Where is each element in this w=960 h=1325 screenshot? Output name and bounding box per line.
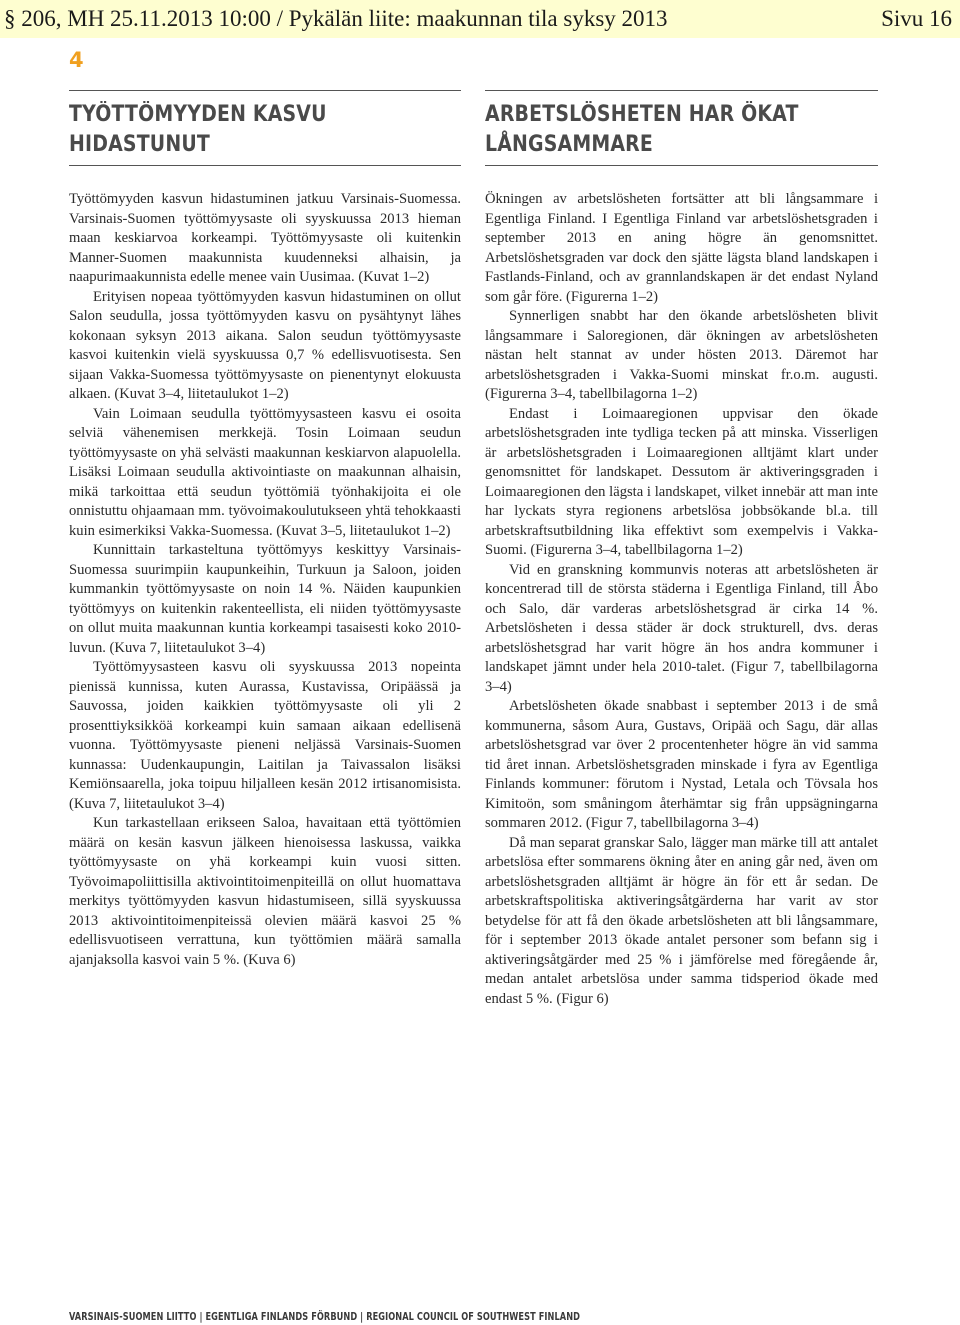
swedish-heading-line-2: LÅNGSAMMARE xyxy=(485,132,654,157)
finnish-heading-line-2: HIDASTUNUT xyxy=(69,132,210,157)
heading-divider-bottom-left xyxy=(69,165,461,166)
finnish-paragraph-2: Erityisen nopeaa työttömyyden kasvun hidastuminen on ollut Salon seudulla, jossa työttömyyden kasvu on pysähtynyt lähes kokonaan syksyn 2013 aikana. Salon seudun työttömyysaste kasvoi kuitenkin vielä syyskuussa 0,7 % edellisvuotisesta. Sen sijaan Vakka-Suomessa työttömyysaste on pienentynyt elokuusta alkaen. (Kuvat 3–4, liitetaulukot 1–2) xyxy=(69,288,461,402)
heading-divider-top-right xyxy=(485,90,878,91)
finnish-paragraph-5: Työttömyysasteen kasvu oli syyskuussa 2013 nopeinta pienissä kunnissa, kuten Aurassa, Kustavissa, Oripäässä ja Sauvossa, joiden kaikkien työttömyysaste oli yli 2 prosenttiyksikköä korkeampi kuin samaan aikaan edellisenä vuonna. Työttömyysaste pieneni neljässä Varsinais-Suomen kunnassa: Uudenkaupungin, Laitilan ja Taivassalon lisäksi Kemiönsaarella, joka toipuu hiljalleen kesän 2012 irtisanomisista. (Kuva 7, liitetaulukot 3–4) xyxy=(69,659,461,812)
swedish-column xyxy=(485,190,878,1009)
heading-divider-bottom-right xyxy=(485,165,878,166)
swedish-paragraph-3: Endast i Loimaaregionen uppvisar den ökade arbetslöshetsgraden inte tydliga tecken på att minska. Visserligen är arbetslöshetsgraden i Loimaaregionen alltjämt klart under genomsnittet för landskapet. Dessutom är aktiveringsgraden i Loimaaregionen den lägsta i landskapet, vilket innebär att man inte har lyckats styra regionens arbetslösa jobbsökande bl.a. till arbetskraftsutbildning lika effektivt som exempelvis i Vakka-Suomi. (Figurerna 3–4, tabellbilagorna 1–2) xyxy=(485,405,878,558)
heading-divider-top-left xyxy=(69,90,461,91)
header-document-reference: § 206, MH 25.11.2013 10:00 / Pykälän liite: maakunnan tila syksy 2013 xyxy=(4,6,668,31)
page-footer: VARSINAIS-SUOMEN LIITTO | EGENTLIGA FINLANDS FÖRBUND | REGIONAL COUNCIL OF SOUTHWEST FINLAND xyxy=(69,1311,581,1323)
finnish-paragraph-4: Kunnittain tarkasteltuna työttömyys keskittyy Varsinais-Suomessa suurimpiin kaupunkeihin, Turkuun ja Saloon, joiden kummankin työttömyysaste on noin 14 %. Näiden kaupunkien työttömyys on kuitenkin rakenteellista, eli niiden työttömyysaste on ollut muita maakunnan kuntia korkeampi tasaisesti koko 2010-luvun. (Kuva 7, liitetaulukot 3–4) xyxy=(69,542,461,656)
swedish-paragraph-5: Arbetslösheten ökade snabbast i september 2013 i de små kommunerna, såsom Aura, Gustavs, Oripää och Sagu, där allas arbetslöshetsgrad var över 2 procentenheter högre än vid samma tid året innan. Arbetslöshetsgraden minskade i fyra av Egentliga Finlands kommuner: förutom i Nystad, Letala och Tövsala hos Kimitoön, som småningom återhämtar sig från uppsägningarna sommaren 2012. (Figur 7, tabellbilagorna 3–4) xyxy=(485,698,878,831)
finnish-heading-line-1: TYÖTTÖMYYDEN KASVU xyxy=(69,102,327,127)
swedish-paragraph-4: Vid en granskning kommunvis noteras att arbetslösheten är koncentrerad till de största städerna i Egentliga Finland, till Åbo och Salo, där varderas arbetslöshetsgrad är cirka 14 %. Arbetslösheten i dessa städer är dock strukturell, dvs. deras arbetslöshetsgrad har varit högre än hos andra kommuner i landskapet jämnt under hela 2010-talet. (Figur 7, tabellbilagorna 3–4) xyxy=(485,561,878,695)
page-header-bar xyxy=(0,0,960,38)
swedish-paragraph-2: Synnerligen snabbt har den ökande arbetslösheten blivit långsammare i Saloregionen, där ökningen av arbetslösheten nästan helt stannat av under hösten 2013. Däremot har arbetslöshetsgraden i Vakka-Suomi minskat fr.o.m. augusti. (Figurerna 3–4, tabellbilagorna 1–2) xyxy=(485,308,878,402)
swedish-heading-line-1: ARBETSLÖSHETEN HAR ÖKAT xyxy=(485,102,799,127)
finnish-paragraph-3: Vain Loimaan seudulla työttömyysasteen kasvu ei osoita selviä vähenemisen merkkejä. Tosin Loimaan seudun työttömyysaste on yhä selvästi maakunnan keskiarvon alapuolella. Lisäksi Loimaan seudulla aktivointiaste on maakunnan alhaisin, mikä tarkoittaa että seudun työttömiä työnhakijoita ei ole onnistuttu ohjaamaan mm. työvoimakoulutukseen yhtä tehokkaasti kuin esimerkiksi Vakka-Suomessa. (Kuvat 3–5, liitetaulukot 1–2) xyxy=(69,405,461,539)
section-number: 4 xyxy=(69,48,84,72)
finnish-heading xyxy=(69,100,327,160)
header-page-number: Sivu 16 xyxy=(881,6,952,31)
finnish-column xyxy=(69,190,461,970)
finnish-paragraph-1: Työttömyyden kasvun hidastuminen jatkuu Varsinais-Suomessa. Varsinais-Suomen työttömyysaste oli syyskuussa 2013 hieman maan keskiarvoa korkeampi. Työttömyysaste oli kuitenkin Manner-Suomen maakunnista kuudenneksi alhaisin, ja naapurimaakunnista edelle menee vain Uusimaa. (Kuvat 1–2) xyxy=(69,191,461,285)
swedish-paragraph-6: Då man separat granskar Salo, lägger man märke till att antalet arbetslösa efter sommarens ökning åter en aning går ned, även om arbetslöshetsgraden alltjämt är högre än för ett år sedan. De arbetskraftspolitiska aktiveringsåtgärderna har varit av stor betydelse för att få den ökade arbetslösheten att bli långsammare, för i september 2013 ökade antalet personer som befann sig i aktiveringsåtgärder med 25 % i jämförelse med föregående år, medan antalet arbetslösa under samma tidsperiod ökade med endast 5 %. (Figur 6) xyxy=(485,834,878,1007)
finnish-paragraph-6: Kun tarkastellaan erikseen Saloa, havaitaan että työttömien määrä on kesän kasvun jälkeen hienoisessa laskussa, vaikka työttömyysaste on yhä korkeampi kuin vuosi sitten. Työvoimapoliittisilla aktivointitoimenpiteillä on ollut huomattava merkitys työttömyyden kasvun hidastumiseen, sillä syyskuussa 2013 aktivointitoimenpiteissä olevien määrä kasvoi 25 % edellisvuotiseen verrattuna, kun työttömien määrä samalla ajanjaksolla kasvoi vain 5 %. (Kuva 6) xyxy=(69,815,461,968)
swedish-paragraph-1: Ökningen av arbetslösheten fortsätter att bli långsammare i Egentliga Finland. I Egentliga Finland var arbetslöshetsgraden i september 2013 en aning högre än genomsnittet. Arbetslöshetsgraden var dock den sjätte lägsta bland landskapen i Fastlands-Finland, och av grannlandskapen är det endast Nyland som går före. (Figurerna 1–2) xyxy=(485,191,878,305)
swedish-heading xyxy=(485,100,863,160)
